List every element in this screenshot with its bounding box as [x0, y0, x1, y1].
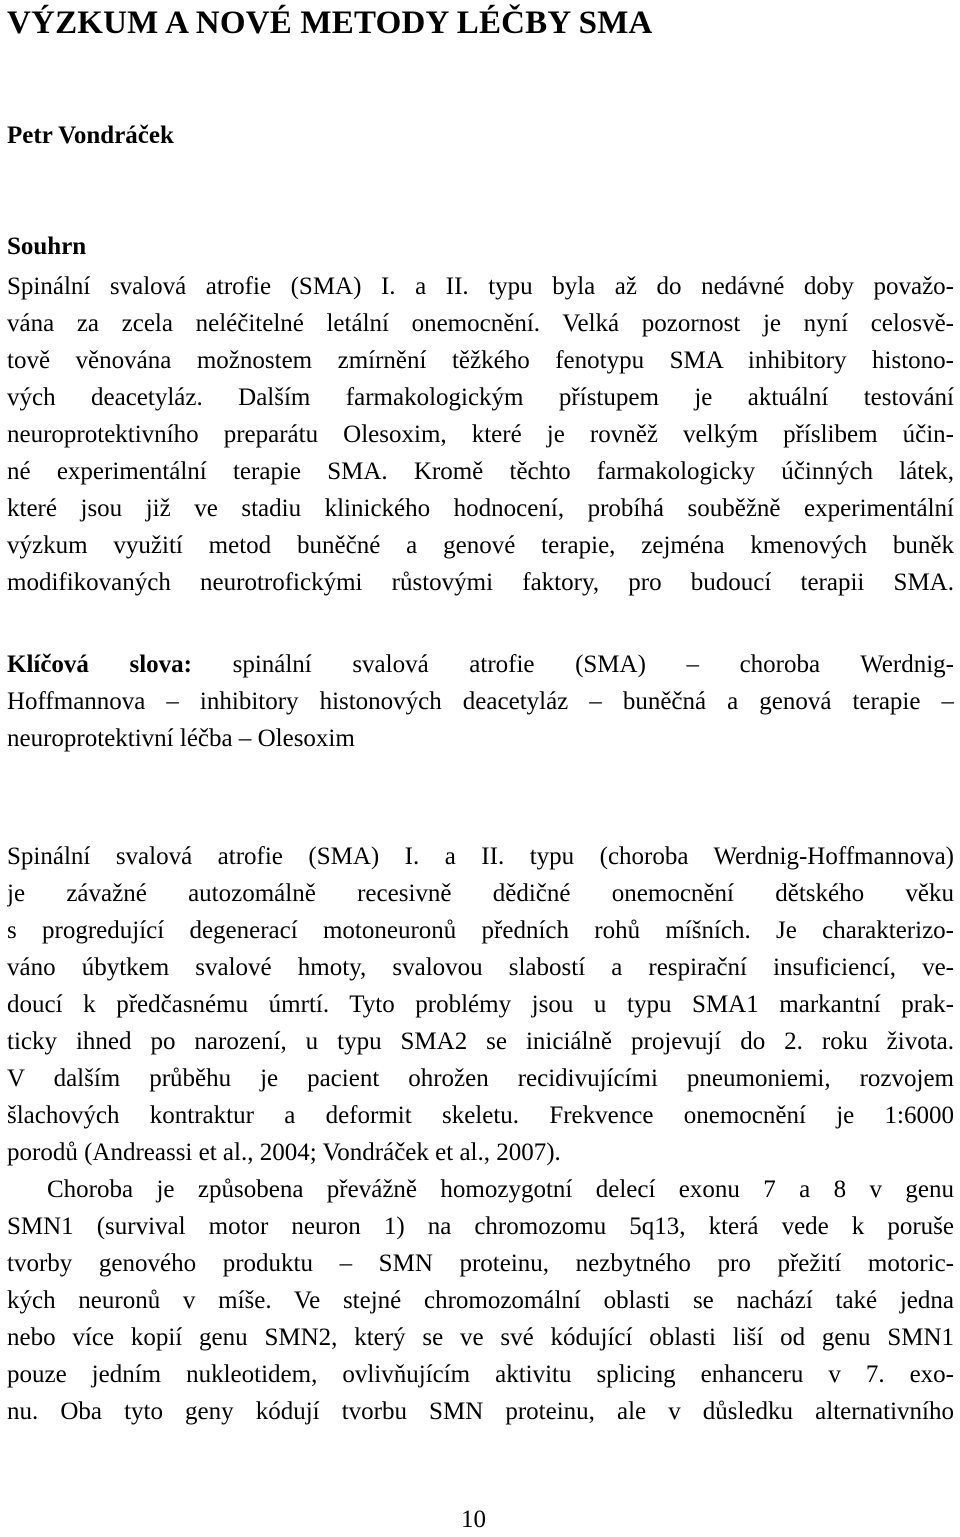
keywords-line: neuroprotektivní léčba – Olesoxim [7, 725, 355, 752]
body-text [7, 838, 954, 1430]
abstract-line: vána za zcela neléčitelné letální onemocnění. Velká pozornost je nyní celosvě- [7, 310, 954, 337]
keywords-label: Klíčová slova: [7, 651, 193, 678]
body-line: porodů (Andreassi et al., 2004; Vondráček et al., 2007). [7, 1139, 561, 1166]
body-line: je závažné autozomálně recesivně dědičné onemocnění dětského věku [7, 880, 954, 907]
abstract-line: né experimentální terapie SMA. Kromě těchto farmakologicky účinných látek, [7, 458, 954, 485]
body-line: váno úbytkem svalové hmoty, svalovou slabostí a respirační insuficiencí, ve- [7, 954, 954, 981]
body-line: Spinální svalová atrofie (SMA) I. a II. typu (choroba Werdnig-Hoffmannova) [7, 843, 954, 870]
abstract-heading: Souhrn [7, 233, 87, 260]
keywords-line: Hoffmannova – inhibitory histonových deacetyláz – buněčná a genová terapie – [7, 688, 954, 715]
abstract-line: modifikovaných neurotrofickými růstovými faktory, pro budoucí terapii SMA. [7, 569, 954, 596]
body-line: Choroba je způsobena převážně homozygotní delecí exonu 7 a 8 v genu [47, 1176, 954, 1203]
body-line: šlachových kontraktur a deformit skeletu. Frekvence onemocnění je 1:6000 [7, 1102, 954, 1129]
abstract-line: které jsou již ve stadiu klinického hodnocení, probíhá souběžně experimentální [7, 495, 954, 522]
body-line: nebo více kopií genu SMN2, který se ve své kódující oblasti liší od genu SMN1 [7, 1324, 954, 1351]
abstract-paragraph [7, 268, 954, 601]
author-name: Petr Vondráček [7, 122, 174, 149]
article-title: VÝZKUM A NOVÉ METODY LÉČBY SMA [7, 5, 653, 41]
body-line: ticky ihned po narození, u typu SMA2 se iniciálně projevují do 2. roku života. [7, 1028, 954, 1055]
body-line: nu. Oba tyto geny kódují tvorbu SMN proteinu, ale v důsledku alternativního [7, 1398, 954, 1425]
abstract-line: neuroprotektivního preparátu Olesoxim, které je rovněž velkým příslibem účin- [7, 421, 954, 448]
body-line: kých neuronů v míše. Ve stejné chromozomální oblasti se nachází také jedna [7, 1287, 954, 1314]
body-line: tvorby genového produktu – SMN proteinu, nezbytného pro přežití motoric- [7, 1250, 954, 1277]
abstract-line: Spinální svalová atrofie (SMA) I. a II. typu byla až do nedávné doby považo- [7, 273, 954, 300]
body-line: pouze jedním nukleotidem, ovlivňujícím aktivitu splicing enhanceru v 7. exo- [7, 1361, 954, 1388]
keywords-text: spinální svalová atrofie (SMA) – choroba Werdnig- [232, 651, 954, 678]
body-line: SMN1 (survival motor neuron 1) na chromozomu 5q13, která vede k poruše [7, 1213, 954, 1240]
abstract-line: výzkum využití metod buněčné a genové terapie, zejména kmenových buněk [7, 532, 954, 559]
body-line: s progredující degenerací motoneuronů předních rohů míšních. Je charakterizo- [7, 917, 954, 944]
page-number: 10 [461, 1506, 486, 1533]
body-line: doucí k předčasnému úmrtí. Tyto problémy jsou u typu SMA1 markantní prak- [7, 991, 954, 1018]
keywords-line [7, 646, 954, 683]
keywords-paragraph [7, 646, 954, 757]
body-line: V dalším průběhu je pacient ohrožen recidivujícími pneumoniemi, rozvojem [7, 1065, 954, 1092]
abstract-line: vých deacetyláz. Dalším farmakologickým přístupem je aktuální testování [7, 384, 954, 411]
abstract-line: tově věnována možnostem zmírnění těžkého fenotypu SMA inhibitory histono- [7, 347, 954, 374]
